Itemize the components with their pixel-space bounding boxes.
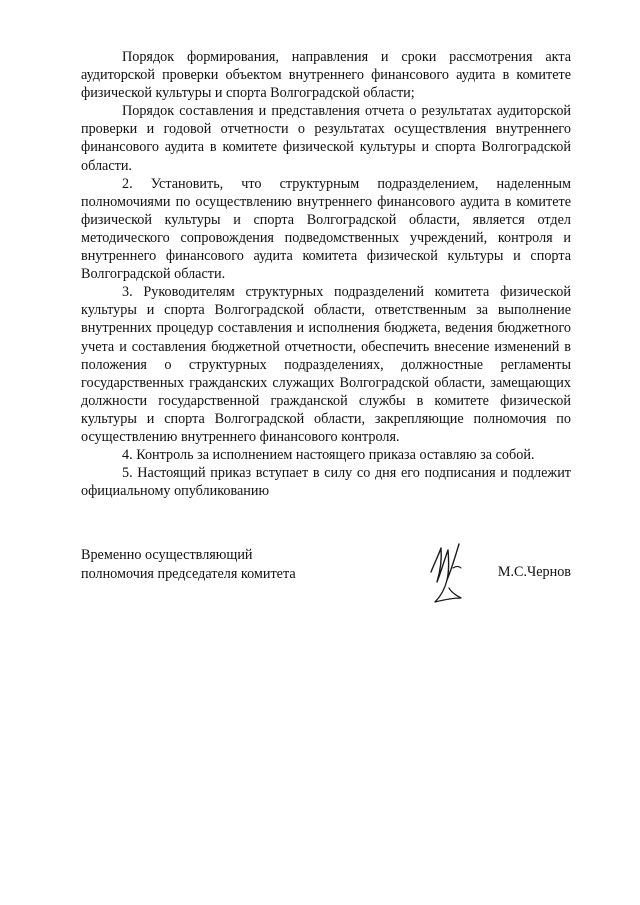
- paragraph-item-2: 2. Установить, что структурным подразделением, наделенным полномочиями по осуществлению внутреннего финансового аудита в комитете физической культуры и спорта Волгоградской области, является отдел методического сопровождения подведомственных учреждений, контроля и внутреннего финансового аудита комитета физической культуры и спорта Волгоградской области.: [81, 175, 571, 283]
- paragraph-item-5: 5. Настоящий приказ вступает в силу со дня его подписания и подлежит официальному опубликованию: [81, 465, 571, 500]
- signatory-title-line-2: полномочия председателя комитета: [81, 565, 296, 582]
- paragraph-report-procedure: Порядок составления и представления отчета о результатах аудиторской проверки и годовой отчетности о результатах осуществления внутреннего финансового аудита в комитете физической культуры и спорта Волгоградской области.: [81, 103, 571, 174]
- document-body: [81, 48, 571, 500]
- signatory-title: [81, 546, 341, 583]
- paragraph-item-4: 4. Контроль за исполнением настоящего приказа оставляю за собой.: [122, 447, 535, 464]
- paragraph-audit-act-procedure: Порядок формирования, направления и сроки рассмотрения акта аудиторской проверки объектом внутреннего финансового аудита в комитете физической культуры и спорта Волгоградской области;: [81, 49, 571, 102]
- signatory-name: М.С.Чернов: [497, 564, 571, 580]
- paragraph-item-3: 3. Руководителям структурных подразделений комитета физической культуры и спорта Волгоградской области, ответственным за выполнение внутренних процедур составления и исполнения бюджета, ведения бюджетного учета и составления бюджетной отчетности, обеспечить внесение изменений в положения о структурных подразделениях, должностные регламенты государственных гражданских служащих Волгоградской области, замещающих должности государственной гражданской службы в комитете физической культуры и спорта Волгоградской области, закрепляющие полномочия по осуществлению внутреннего финансового контроля.: [81, 284, 571, 445]
- handwritten-signature-icon: [423, 538, 477, 608]
- signature-block: [81, 546, 571, 616]
- signatory-title-line-1: Временно осуществляющий: [81, 547, 253, 563]
